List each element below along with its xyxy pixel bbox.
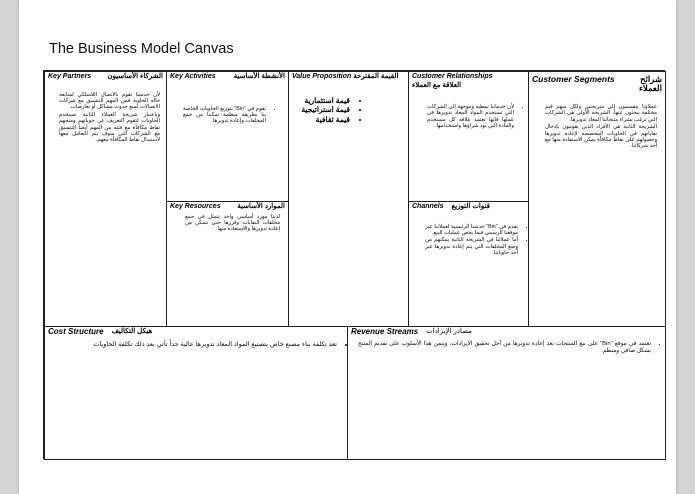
key-activities-title-en: Key Activities (170, 73, 216, 80)
document-page (19, 0, 676, 494)
key-resources-block (166, 201, 289, 327)
list-item: • قيمة استراتيجية (289, 105, 350, 115)
customer-relationships-block (408, 71, 529, 202)
key-activities-title-ar: الأنشطة الأساسية (233, 73, 285, 80)
list-item: • لدينا مورد أساسي واحد يتمثل في جمع مخلفات النفايات وفرزها حتى نتمكن من إعادة تدويرها والاستفادة منها. (185, 214, 280, 233)
key-resources-title-en: Key Resources (170, 203, 221, 210)
key-partners-block (44, 71, 167, 327)
channels-block (408, 201, 529, 327)
business-model-canvas (43, 70, 665, 459)
customer-relationships-list (409, 104, 528, 130)
value-proposition-title-ar: القيمة المقترحة (353, 73, 399, 80)
channels-list (409, 224, 528, 257)
value-proposition-list (289, 96, 408, 125)
list-item: • أما عملائنا في الشريحة الثانية يمكنهم من وضع المخلفات التي يتم إعادة تدويرها عبر أحد حاوياتنا. (425, 237, 518, 256)
revenue-streams-title-en: Revenue Streams (351, 327, 419, 336)
page-title: The Business Model Canvas (49, 41, 234, 57)
channels-title-en: Channels (412, 203, 444, 210)
list-item: • الشريحة الثانية هي الأفراد الذين يقومون بإدخال نفاياتهم في الحاويات المخصصة لإعادة تدويرها وحصولهم على نقاط مكافأة يمكن الاستفادة منها مع أحد شركائنا. (545, 124, 657, 150)
value-proposition-header (289, 72, 408, 82)
list-item: • نعتمد في موقع "Bin" على بيع المنتجات بعد إعادة تدويرها من أجل تحقيق الإيرادات، ويتمن هذا الأسلوب على تقديم المنتج بشكل صافي ومنظم. (358, 341, 651, 355)
key-resources-title-ar: الموارد الأساسية (237, 203, 285, 210)
key-resources-header (167, 202, 288, 212)
channels-title-ar: قنوات التوزيع (451, 203, 490, 210)
key-partners-header (45, 72, 166, 82)
cost-structure-title-en: Cost Structure (48, 327, 104, 336)
list-item: • قيمة استثمارية (289, 96, 350, 106)
customer-segments-list (529, 104, 665, 150)
revenue-streams-block (347, 326, 666, 460)
cost-structure-header (45, 327, 347, 337)
channels-header (409, 202, 528, 212)
key-resources-list (167, 214, 288, 233)
cost-structure-block (44, 326, 348, 460)
key-activities-header (167, 72, 288, 82)
customer-segments-header (529, 72, 665, 92)
key-activities-list (167, 106, 288, 125)
list-item: • نقدم في "Bin" خدمتنا الرئيسية لعملائنا عبر موقعنا الرسمي فيما يخص عمليات البيع. (425, 224, 518, 237)
key-partners-title-ar: الشركاء الأساسيون (107, 73, 163, 80)
list-item: • تعد تكلفة بناء مصنع خاص بتصنيع المواد المعاد تدويرها عالية جداً تأتي بعد ذلك تكلفة الحاويات (85, 341, 337, 349)
revenue-streams-header (348, 327, 665, 337)
revenue-streams-list (348, 341, 665, 355)
customer-segments-title-ar: شرائح العملاء (638, 74, 662, 93)
customer-relationships-header (409, 72, 528, 90)
value-proposition-title-en: Value Proposition (292, 73, 352, 80)
list-item: • لأن خدمتنا تقوم بالاتصال اللاسلكي لمتابعة حالة الحاوية فمن المهم التنسيق مع شركات الاتصالات لمنع حدوث مشاكل أو تعارضات. (59, 92, 160, 111)
customer-segments-block (528, 71, 666, 327)
key-activities-block (166, 71, 289, 202)
key-partners-title-en: Key Partners (48, 73, 92, 80)
list-item: • قيمة ثقافية (289, 115, 350, 125)
customer-segments-title-en: Customer Segments (532, 74, 615, 84)
customer-relationships-title-en: Customer Relationships (412, 73, 493, 80)
list-item: • لأن خدماتنا نمطية وموجهة إلى الشركات التي تستخدم المواد المعاد تدويرها في عملها فإنها تعتمد علاقة كل مستخدم والمادة التي يود شراؤها واستخدامها. (427, 104, 514, 130)
cost-structure-list (45, 341, 347, 349)
key-partners-list (45, 92, 166, 144)
value-proposition-block (288, 71, 409, 327)
list-item: • نقوم في "Bin" بتوزيع الحاويات الخاصة بنا بطريقة منظمة تمكننا من جمع المخلفات وإعادة تدويرها. (183, 106, 266, 125)
cost-structure-title-ar: هيكل التكاليف (111, 328, 153, 335)
customer-relationships-title-ar: العلاقة مع العملاء (412, 81, 462, 89)
list-item: • وباعتبار شريحة العملاء الثانية تستخدم الحاويات لتقوم التعريف عن خوياتهم ومنحهم نقاط مكافأة مع فئته من المهم أيضاً التنسيق مع الشركات التي سوف يتم التعامل معها لاستبدال نقاط المكافأة معهم. (59, 112, 160, 144)
list-item: • عملاؤنا ينقسمون إلى شريحتين ولكل منهم قيم مختلفة يبحثون عنها، الشريحة الأولى هي الشركات التي ترغب بشراء منتجاتنا المعاد تدويرها. (545, 104, 657, 123)
revenue-streams-title-ar: مصادر الإيرادات (426, 328, 472, 335)
